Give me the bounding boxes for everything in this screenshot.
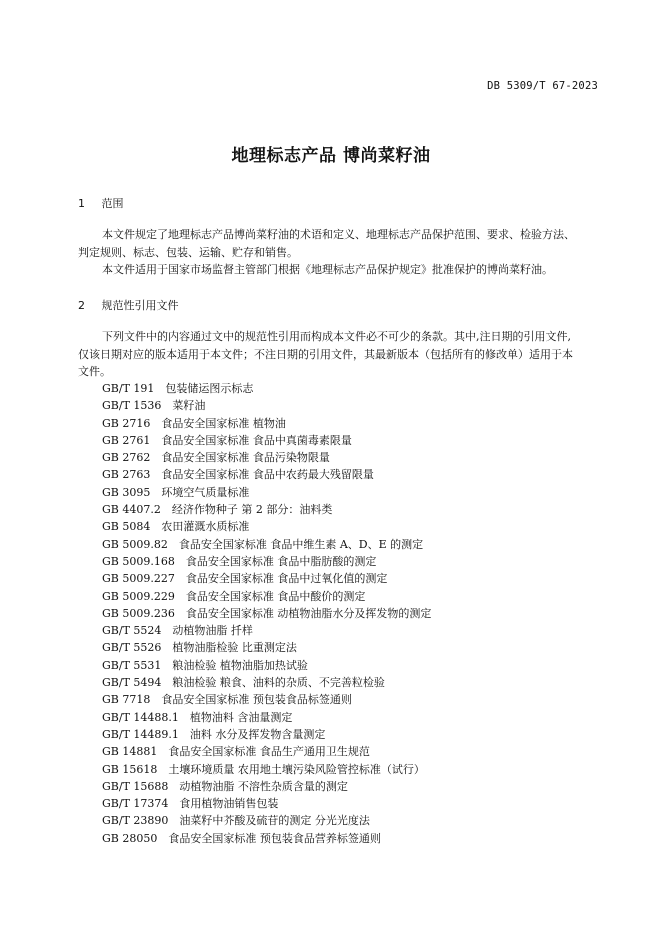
references-intro-line-3: 文件。 [78, 365, 111, 379]
reference-item [102, 432, 431, 449]
reference-title: 食品安全国家标准 食品生产通用卫生规范 [168, 745, 370, 759]
reference-item [102, 553, 431, 570]
section-1-title: 范围 [101, 197, 124, 210]
reference-title: 食品安全国家标准 食品中农药最大残留限量 [161, 468, 374, 482]
reference-title: 食品安全国家标准 食品中脂肪酸的测定 [185, 554, 377, 568]
normative-references-list [102, 380, 431, 847]
reference-title: 食品安全国家标准 食品中维生素 A、D、E 的测定 [178, 537, 424, 551]
reference-item [102, 743, 431, 760]
reference-item [102, 449, 431, 466]
document-title: 地理标志产品 博尚菜籽油 [231, 146, 431, 166]
references-intro [78, 328, 602, 381]
section-2-number: 2 [78, 299, 85, 312]
reference-title: 食品安全国家标准 动植物油脂水分及挥发物的测定 [185, 606, 432, 620]
reference-item [102, 397, 431, 414]
reference-code: GB/T 17374 [102, 797, 169, 811]
references-intro-line-2: 仅该日期对应的版本适用于本文件；不注日期的引用文件，其最新版本（包括所有的修改单）适用于本 [78, 347, 573, 361]
reference-title: 动植物油脂 不溶性杂质含量的测定 [179, 779, 348, 793]
reference-item [102, 466, 431, 483]
scope-paragraph-2-line-1: 本文件适用于国家市场监督主管部门根据《地理标志产品保护规定》批准保护的博尚菜籽油。 [102, 263, 553, 276]
reference-code: GB 5084 [102, 520, 151, 534]
scope-paragraph-2 [78, 261, 602, 279]
reference-code: GB 4407.2 [102, 503, 161, 517]
reference-item [102, 761, 431, 778]
reference-code: GB 7718 [102, 693, 151, 707]
reference-item [102, 726, 431, 743]
reference-title: 食品安全国家标准 食品中过氧化值的测定 [185, 572, 388, 586]
reference-code: GB 28050 [102, 831, 158, 845]
reference-code: GB 2763 [102, 468, 151, 482]
reference-title: 食品安全国家标准 食品中酸价的测定 [185, 589, 366, 603]
reference-item [102, 605, 431, 622]
reference-title: 食品安全国家标准 食品中真菌毒素限量 [161, 433, 352, 447]
reference-code: GB/T 5526 [102, 641, 162, 655]
reference-title: 粮油检验 粮食、油料的杂质、不完善粒检验 [172, 676, 385, 690]
reference-title: 油菜籽中芥酸及硫苷的测定 分光光度法 [179, 814, 370, 828]
reference-title: 油料 水分及挥发物含量测定 [189, 727, 326, 741]
scope-paragraph-1-line-1: 本文件规定了地理标志产品博尚菜籽油的术语和定义、地理标志产品保护范围、要求、检验方法、 [102, 228, 575, 241]
reference-item [102, 380, 431, 397]
references-intro-line-1: 下列文件中的内容通过文中的规范性引用而构成本文件必不可少的条款。其中,注日期的引用文件, [102, 330, 571, 343]
reference-code: GB 5009.82 [102, 537, 168, 551]
reference-title: 粮油检验 植物油脂加热试验 [172, 658, 308, 672]
reference-item [102, 812, 431, 829]
reference-title: 环境空气质量标准 [161, 485, 250, 499]
reference-item [102, 536, 431, 553]
reference-item [102, 588, 431, 605]
section-2-heading [78, 297, 179, 313]
reference-code: GB 5009.229 [102, 589, 175, 603]
reference-code: GB/T 5531 [102, 658, 162, 672]
reference-item [102, 795, 431, 812]
reference-item [102, 830, 431, 847]
section-1-number: 1 [78, 197, 85, 210]
reference-code: GB 2762 [102, 451, 151, 465]
reference-code: GB 5009.227 [102, 572, 175, 586]
reference-code: GB/T 14488.1 [102, 710, 179, 724]
reference-code: GB 2761 [102, 433, 151, 447]
reference-item [102, 778, 431, 795]
reference-item [102, 622, 431, 639]
reference-code: GB/T 14489.1 [102, 727, 179, 741]
reference-title: 经济作物种子 第 2 部分：油料类 [171, 503, 333, 517]
reference-item [102, 518, 431, 535]
reference-code: GB/T 23890 [102, 814, 169, 828]
reference-title: 菜籽油 [172, 399, 206, 413]
reference-code: GB/T 5524 [102, 624, 162, 638]
reference-code: GB/T 1536 [102, 399, 162, 413]
reference-title: 食品安全国家标准 预包装食品标签通则 [161, 693, 352, 707]
reference-code: GB/T 191 [102, 382, 155, 395]
reference-item [102, 674, 431, 691]
section-2-title: 规范性引用文件 [101, 299, 179, 312]
reference-code: GB 15618 [102, 762, 158, 776]
reference-item [102, 709, 431, 726]
reference-code: GB 5009.236 [102, 606, 175, 620]
reference-title: 包装储运图示标志 [165, 382, 254, 395]
reference-title: 食品安全国家标准 植物油 [161, 416, 286, 430]
document-code: DB 5309/T 67-2023 [487, 80, 598, 92]
scope-paragraph-1 [78, 226, 602, 261]
scope-paragraph-1-line-2: 判定规则、标志、包装、运输、贮存和销售。 [78, 245, 298, 259]
reference-title: 食品安全国家标准 预包装食品营养标签通则 [168, 831, 381, 845]
reference-title: 植物油料 含油量测定 [189, 710, 293, 724]
reference-item [102, 484, 431, 501]
reference-title: 食用植物油销售包装 [179, 797, 279, 811]
reference-item [102, 691, 431, 708]
reference-title: 植物油脂检验 比重测定法 [172, 641, 297, 655]
reference-item [102, 570, 431, 587]
reference-title: 土壤环境质量 农用地土壤污染风险管控标准（试行） [168, 762, 425, 776]
reference-title: 农田灌溉水质标准 [161, 520, 250, 534]
reference-code: GB 2716 [102, 416, 151, 430]
reference-code: GB 5009.168 [102, 554, 175, 568]
section-1-heading [78, 195, 124, 211]
reference-code: GB/T 15688 [102, 779, 169, 793]
reference-code: GB 3095 [102, 485, 151, 499]
reference-item [102, 501, 431, 518]
reference-code: GB 14881 [102, 745, 158, 759]
reference-title: 动植物油脂 扦样 [172, 624, 253, 638]
reference-item [102, 657, 431, 674]
reference-item [102, 639, 431, 656]
reference-title: 食品安全国家标准 食品污染物限量 [161, 451, 330, 465]
reference-code: GB/T 5494 [102, 676, 162, 690]
reference-item [102, 415, 431, 432]
